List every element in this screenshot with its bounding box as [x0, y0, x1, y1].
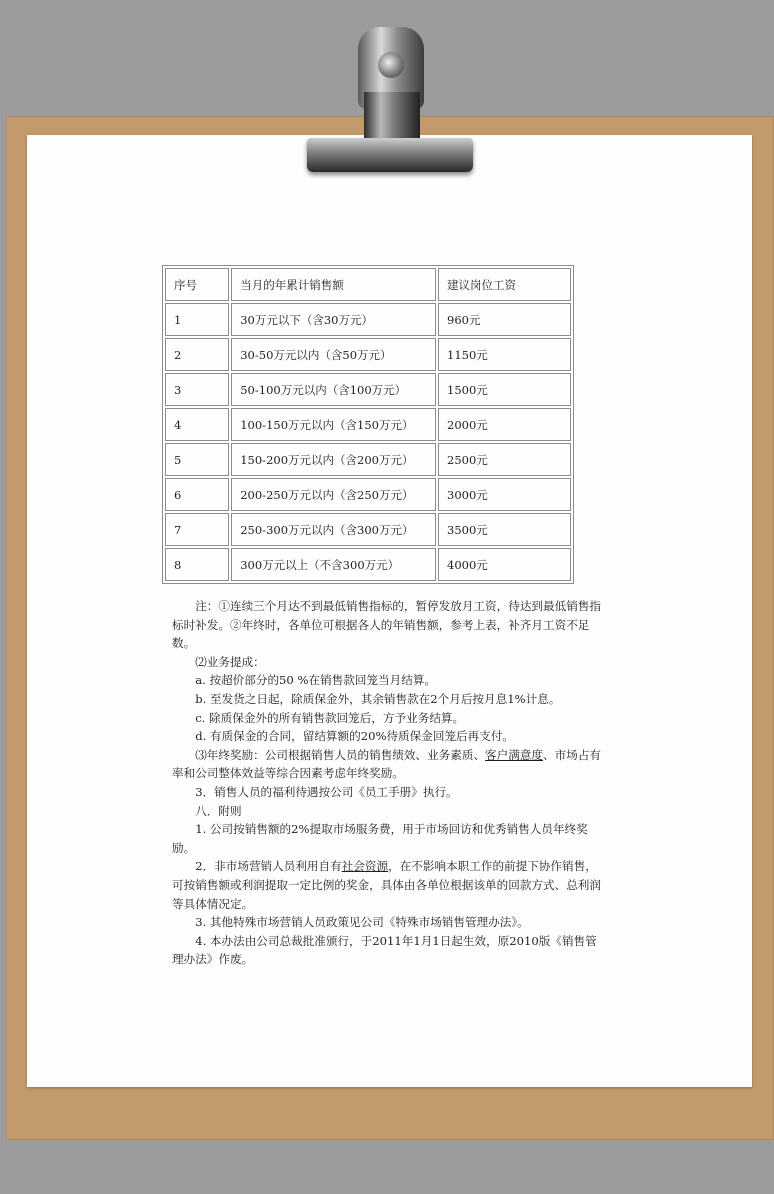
table-row [165, 338, 571, 371]
note-paragraph: 注：①连续三个月达不到最低销售指标的，暂停发放月工资，待达到最低销售指标时补发。②年终时，各单位可根据各人的年销售额，参考上表，补齐月工资不足数。 [172, 599, 601, 651]
table-cell: 250-300万元以内（含300万元） [231, 513, 436, 546]
commission-item-c: c. 除质保金外的所有销售款回笼后，方予业务结算。 [195, 710, 465, 725]
table-cell: 50-100万元以内（含100万元） [231, 373, 436, 406]
table-cell: 3500元 [438, 513, 571, 546]
table-cell: 1150元 [438, 338, 571, 371]
social-resources-link[interactable]: 社会资源 [341, 859, 389, 874]
year-end-bonus-paragraph [172, 746, 602, 783]
appendix-item-2 [172, 857, 602, 913]
table-row [165, 548, 571, 581]
appendix-title: 八．附则 [195, 803, 242, 818]
binder-clip-base [307, 138, 473, 172]
table-cell: 30-50万元以内（含50万元） [231, 338, 436, 371]
table-row [165, 478, 571, 511]
table-cell: 3000元 [438, 478, 571, 511]
table-cell: 8 [165, 548, 229, 581]
table-cell: 1500元 [438, 373, 571, 406]
table-cell: 4 [165, 408, 229, 441]
table-cell: 4000元 [438, 548, 571, 581]
salary-table [162, 265, 574, 584]
table-cell: 1 [165, 303, 229, 336]
appendix-2-text-end: ，在不影响本职工作的前提下协作销售，可按销售额或利润提取一定比例的奖金，具体由各单位根据该单的回款方式、总利润等具体情况定。 [172, 859, 601, 911]
appendix-item-1: 1. 公司按销售额的2%提取市场服务费，用于市场回访和优秀销售人员年终奖励。 [172, 822, 588, 855]
header-cell-index: 序号 [165, 268, 229, 301]
table-cell: 2500元 [438, 443, 571, 476]
commission-item-b: b. 至发货之日起，除质保金外，其余销售款在2个月后按月息1%计息。 [195, 691, 561, 706]
bonus-text-end: 、市场占有率和公司整体效益等综合因素考虑年终奖励。 [172, 747, 602, 781]
welfare-paragraph: 3．销售人员的福利待遇按公司《员工手册》执行。 [195, 784, 458, 799]
table-cell: 150-200万元以内（含200万元） [231, 443, 436, 476]
table-row [165, 373, 571, 406]
header-cell-sales: 当月的年累计销售额 [231, 268, 436, 301]
table-cell: 960元 [438, 303, 571, 336]
table-cell: 30万元以下（含30万元） [231, 303, 436, 336]
binder-clip-hole [378, 52, 404, 78]
policy-notes [172, 597, 602, 969]
table-cell: 3 [165, 373, 229, 406]
commission-item-d: d. 有质保金的合同，留结算额的20%待质保金回笼后再支付。 [195, 729, 515, 744]
table-cell: 6 [165, 478, 229, 511]
table-cell: 100-150万元以内（含150万元） [231, 408, 436, 441]
bonus-text-start: ⑶年终奖励：公司根据销售人员的销售绩效、业务素质、 [195, 747, 486, 762]
table-row [165, 408, 571, 441]
table-cell: 300万元以上（不含300万元） [231, 548, 436, 581]
commission-item-a: a. 按超价部分的50 %在销售款回笼当月结算。 [195, 673, 437, 688]
table-cell: 2 [165, 338, 229, 371]
appendix-2-text-start: 2．非市场营销人员利用自有 [195, 859, 342, 874]
table-row [165, 443, 571, 476]
appendix-item-3: 3. 其他特殊市场营销人员政策见公司《特殊市场销售管理办法》。 [195, 915, 529, 930]
customer-satisfaction-link[interactable]: 客户满意度 [485, 747, 544, 762]
table-cell: 7 [165, 513, 229, 546]
header-cell-salary: 建议岗位工资 [438, 268, 571, 301]
appendix-item-4: 4. 本办法由公司总裁批准颁行，于2011年1月1日起生效，原2010版《销售管理办法》作废。 [172, 933, 597, 967]
table-row [165, 303, 571, 336]
table-cell: 2000元 [438, 408, 571, 441]
commission-title: ⑵业务提成： [195, 654, 265, 669]
table-cell: 200-250万元以内（含250万元） [231, 478, 436, 511]
table-header-row [165, 268, 571, 301]
binder-clip-body [364, 92, 420, 144]
table-row [165, 513, 571, 546]
table-cell: 5 [165, 443, 229, 476]
